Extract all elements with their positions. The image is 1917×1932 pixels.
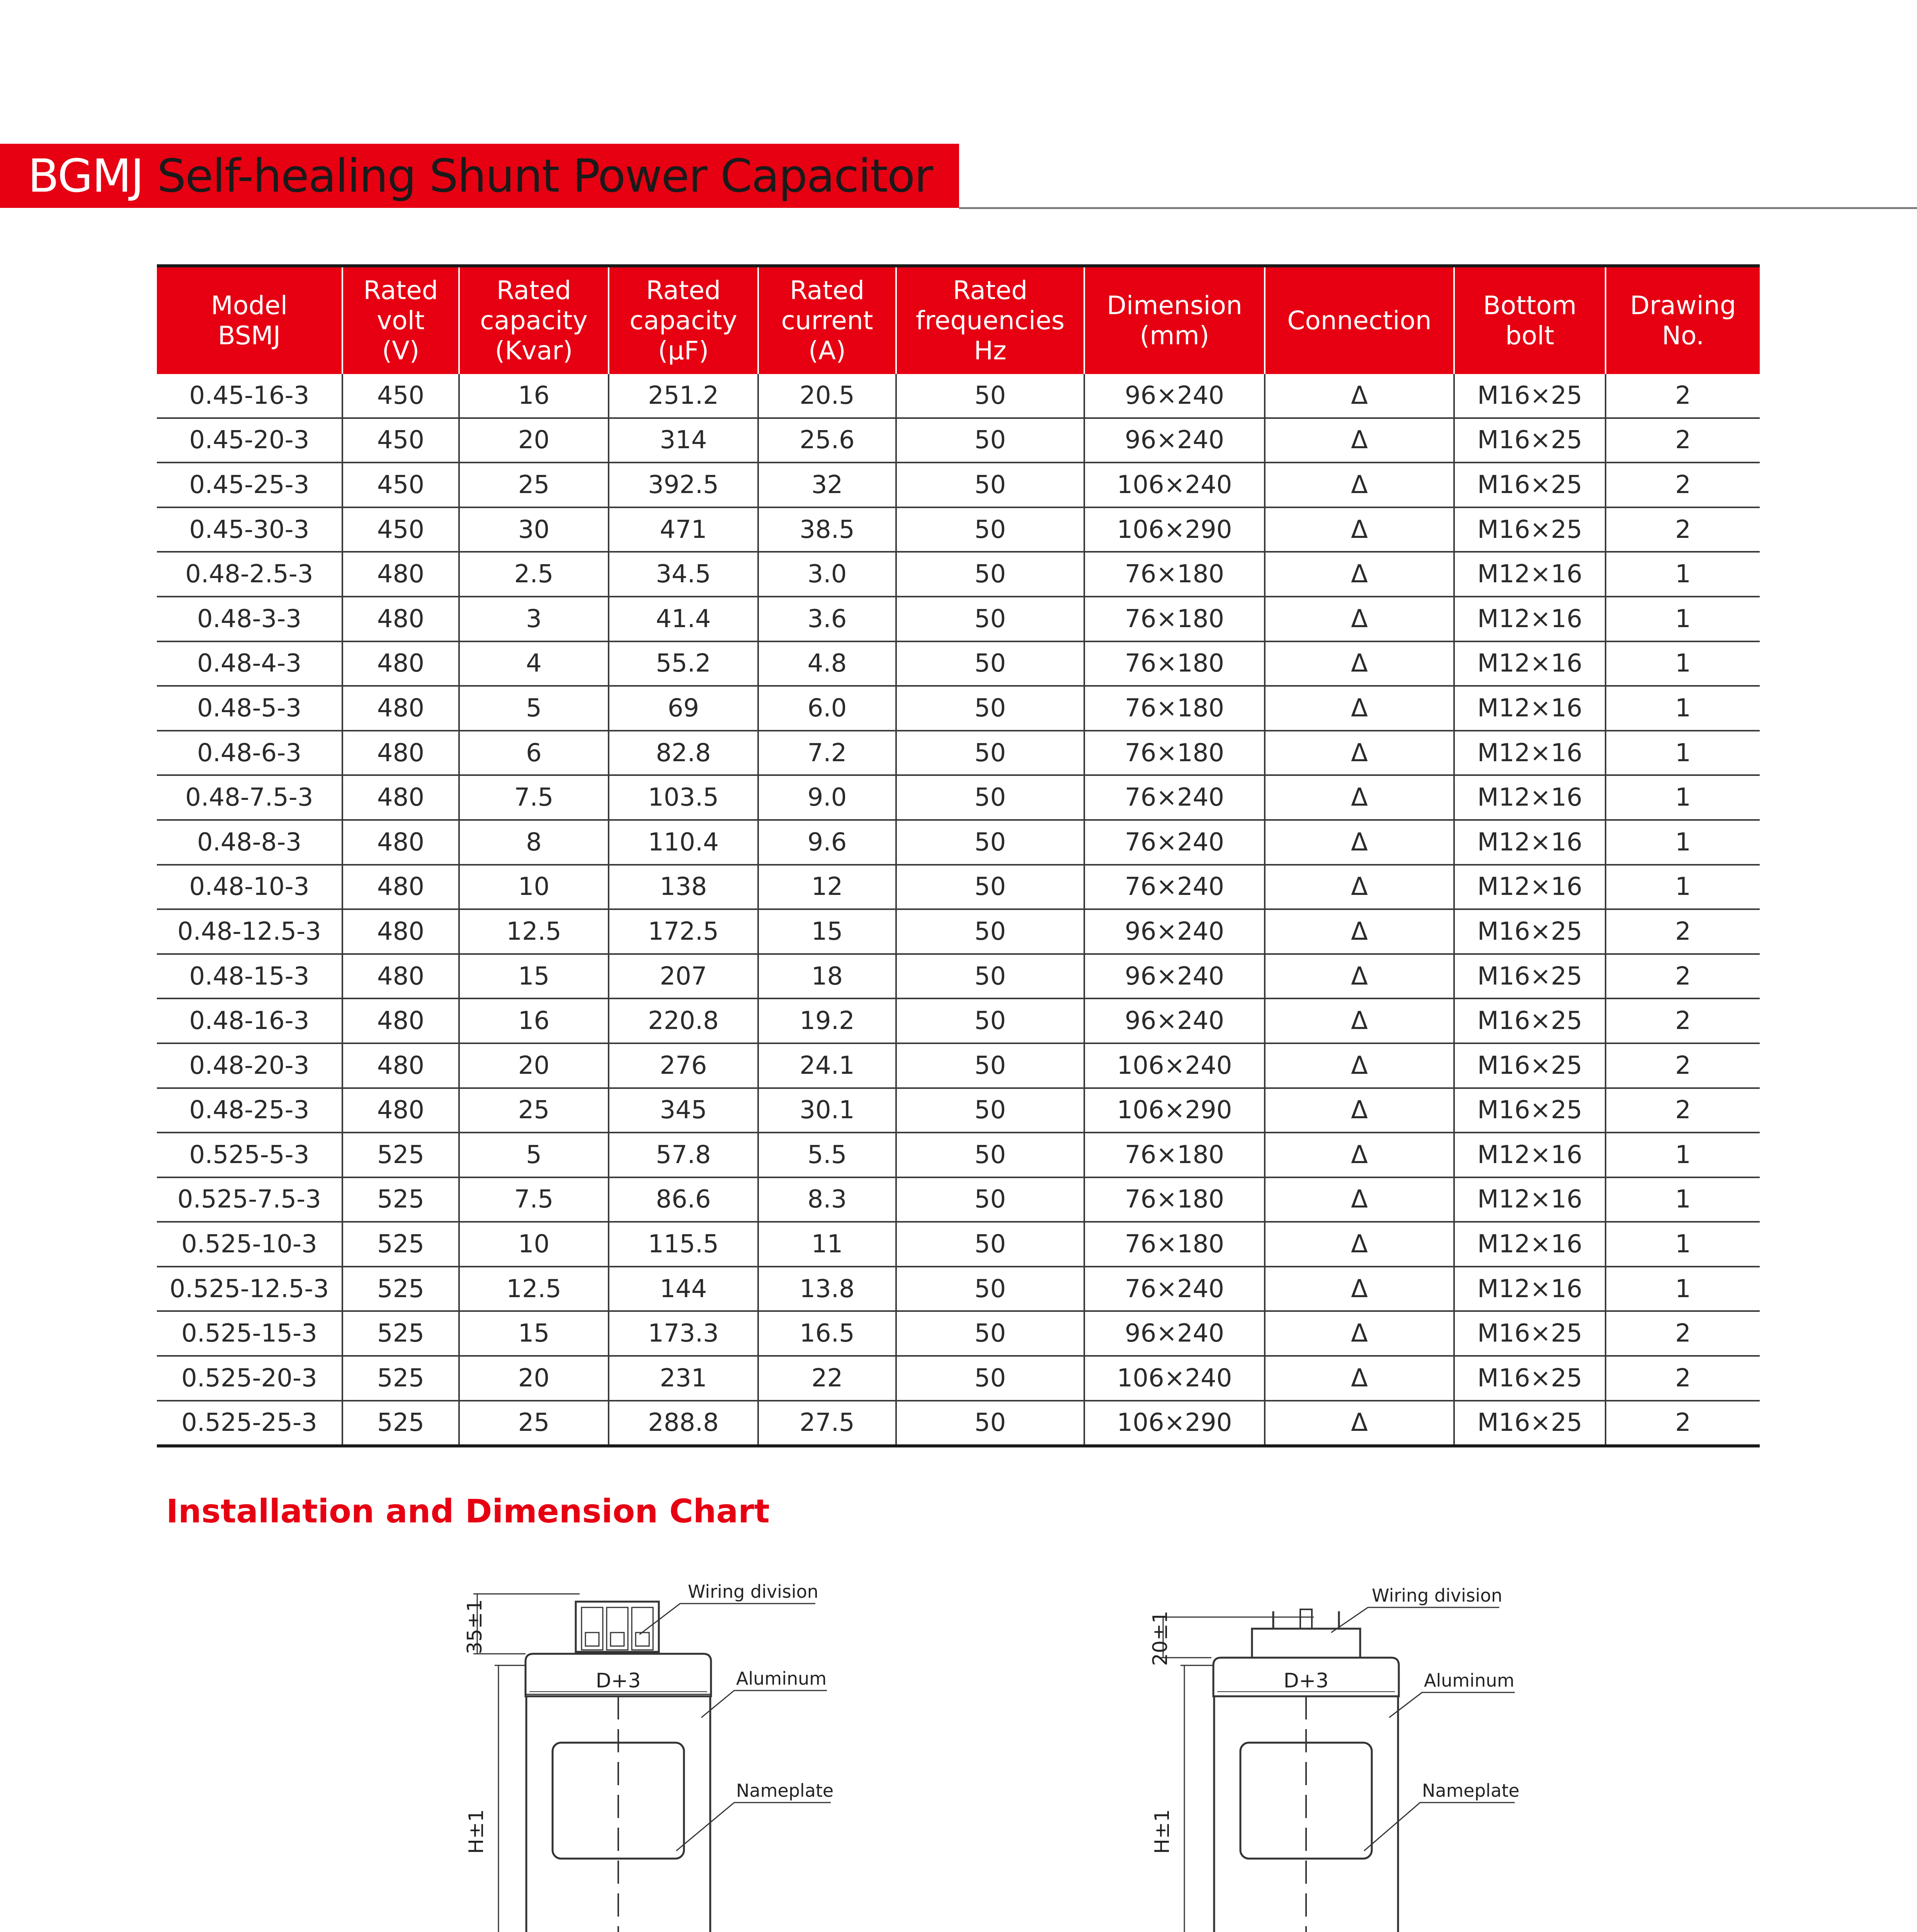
table-cell: M12×16 [1454, 731, 1606, 776]
table-cell: 0.48-3-3 [157, 597, 342, 641]
table-cell: 138 [609, 865, 758, 910]
table-cell: Δ [1265, 775, 1454, 820]
table-cell: M16×25 [1454, 1401, 1606, 1446]
table-cell: 1 [1606, 1267, 1760, 1311]
table-cell: 16.5 [758, 1311, 896, 1356]
table-cell: 2 [1606, 1311, 1760, 1356]
column-header: Bottom bolt [1454, 266, 1606, 374]
table-cell: 3 [459, 597, 609, 641]
table-cell: 12.5 [459, 1267, 609, 1311]
table-cell: 4 [459, 641, 609, 686]
table-cell: 38.5 [758, 507, 896, 552]
table-cell: 50 [896, 1088, 1084, 1133]
table-cell: Δ [1265, 597, 1454, 641]
figure-1-aluminum-label: Aluminum [736, 1668, 827, 1689]
table-cell: 76×180 [1084, 641, 1265, 686]
figure-2-height-label: H±1 [1151, 1809, 1174, 1854]
table-cell: 525 [342, 1177, 459, 1222]
table-cell: 57.8 [609, 1133, 758, 1177]
column-header: Drawing No. [1606, 266, 1760, 374]
column-header: Connection [1265, 266, 1454, 374]
table-cell: 22 [758, 1356, 896, 1401]
table-cell: 96×240 [1084, 998, 1265, 1043]
table-cell: 25 [459, 463, 609, 507]
table-cell: 8 [459, 820, 609, 865]
table-cell: 76×240 [1084, 865, 1265, 910]
table-cell: 2 [1606, 954, 1760, 999]
table-cell: Δ [1265, 1133, 1454, 1177]
table-cell: 480 [342, 641, 459, 686]
table-cell: 220.8 [609, 998, 758, 1043]
table-cell: 7.2 [758, 731, 896, 776]
table-cell: 50 [896, 418, 1084, 463]
table-cell: 0.45-20-3 [157, 418, 342, 463]
table-cell: 76×180 [1084, 731, 1265, 776]
table-cell: 480 [342, 820, 459, 865]
table-cell: 76×240 [1084, 1267, 1265, 1311]
table-cell: 0.48-15-3 [157, 954, 342, 999]
table-cell: 76×180 [1084, 552, 1265, 597]
table-cell: 392.5 [609, 463, 758, 507]
table-cell: 480 [342, 597, 459, 641]
table-cell: 15 [758, 909, 896, 954]
table-cell: 82.8 [609, 731, 758, 776]
table-cell: 106×290 [1084, 507, 1265, 552]
table-cell: 2 [1606, 998, 1760, 1043]
table-cell: 1 [1606, 1222, 1760, 1267]
table-cell: 50 [896, 686, 1084, 731]
table-cell: 50 [896, 1401, 1084, 1446]
table-cell: 69 [609, 686, 758, 731]
table-cell: M12×16 [1454, 1222, 1606, 1267]
table-cell: M12×16 [1454, 820, 1606, 865]
table-cell: 525 [342, 1267, 459, 1311]
table-cell: Δ [1265, 1311, 1454, 1356]
table-cell: 450 [342, 507, 459, 552]
table-cell: 11 [758, 1222, 896, 1267]
table-cell: 50 [896, 1043, 1084, 1088]
table-cell: 6.0 [758, 686, 896, 731]
table-cell: 12.5 [459, 909, 609, 954]
table-cell: 0.45-16-3 [157, 374, 342, 418]
table-cell: Δ [1265, 552, 1454, 597]
title-model-code: BGMJ [28, 149, 143, 202]
table-cell: 471 [609, 507, 758, 552]
table-cell: 144 [609, 1267, 758, 1311]
table-cell: M16×25 [1454, 954, 1606, 999]
table-cell: M12×16 [1454, 597, 1606, 641]
table-cell: 525 [342, 1133, 459, 1177]
table-cell: M16×25 [1454, 998, 1606, 1043]
figure-1-width-top-label: D+3 [595, 1669, 641, 1692]
title-text: Self-healing Shunt Power Capacitor [143, 149, 932, 202]
table-cell: 480 [342, 909, 459, 954]
table-cell: 172.5 [609, 909, 758, 954]
table-cell: 1 [1606, 775, 1760, 820]
table-cell: 2 [1606, 418, 1760, 463]
table-cell: 50 [896, 597, 1084, 641]
table-cell: 50 [896, 552, 1084, 597]
table-cell: 96×240 [1084, 1311, 1265, 1356]
table-cell: 231 [609, 1356, 758, 1401]
table-cell: 106×240 [1084, 1043, 1265, 1088]
table-cell: 0.48-25-3 [157, 1088, 342, 1133]
figure-2-side-view [1149, 1585, 1556, 1932]
table-cell: 1 [1606, 731, 1760, 776]
table-cell: 2 [1606, 507, 1760, 552]
table-cell: 0.48-16-3 [157, 998, 342, 1043]
table-cell: 24.1 [758, 1043, 896, 1088]
table-cell: 50 [896, 1222, 1084, 1267]
table-cell: 1 [1606, 1177, 1760, 1222]
table-cell: 525 [342, 1222, 459, 1267]
table-cell: 0.48-20-3 [157, 1043, 342, 1088]
table-cell: 5 [459, 686, 609, 731]
table-cell: 18 [758, 954, 896, 999]
table-cell: 96×240 [1084, 374, 1265, 418]
column-header: Dimension (mm) [1084, 266, 1265, 374]
table-cell: 96×240 [1084, 954, 1265, 999]
table-cell: 30.1 [758, 1088, 896, 1133]
table-cell: 8.3 [758, 1177, 896, 1222]
table-cell: 525 [342, 1401, 459, 1446]
table-cell: 5.5 [758, 1133, 896, 1177]
table-cell: 0.525-25-3 [157, 1401, 342, 1446]
table-cell: 9.6 [758, 820, 896, 865]
table-cell: 13.8 [758, 1267, 896, 1311]
table-cell: 16 [459, 374, 609, 418]
table-cell: Δ [1265, 820, 1454, 865]
figure-2 [1070, 1585, 1556, 1932]
table-cell: 76×240 [1084, 820, 1265, 865]
table-cell: 20 [459, 1043, 609, 1088]
table-cell: M12×16 [1454, 1133, 1606, 1177]
table-cell: 2 [1606, 1356, 1760, 1401]
table-cell: Δ [1265, 641, 1454, 686]
table-cell: 2 [1606, 463, 1760, 507]
table-cell: 0.48-7.5-3 [157, 775, 342, 820]
table-cell: 1 [1606, 820, 1760, 865]
figure-1-nameplate-label: Nameplate [736, 1780, 834, 1801]
table-cell: 50 [896, 1133, 1084, 1177]
table-cell: 20.5 [758, 374, 896, 418]
table-cell: 0.525-20-3 [157, 1356, 342, 1401]
table-cell: 0.48-10-3 [157, 865, 342, 910]
table-cell: 450 [342, 418, 459, 463]
table-cell: 480 [342, 731, 459, 776]
table-cell: 50 [896, 909, 1084, 954]
table-cell: 4.8 [758, 641, 896, 686]
table-cell: 345 [609, 1088, 758, 1133]
table-cell: 2 [1606, 1401, 1760, 1446]
table-cell: Δ [1265, 731, 1454, 776]
table-cell: 15 [459, 954, 609, 999]
table-cell: 50 [896, 463, 1084, 507]
table-cell: 103.5 [609, 775, 758, 820]
table-cell: M16×25 [1454, 1088, 1606, 1133]
table-cell: 1 [1606, 686, 1760, 731]
table-cell: M12×16 [1454, 1267, 1606, 1311]
table-cell: 50 [896, 507, 1084, 552]
table-cell: M12×16 [1454, 775, 1606, 820]
table-cell: 16 [459, 998, 609, 1043]
figure-1 [394, 1581, 869, 1932]
table-cell: 86.6 [609, 1177, 758, 1222]
table-cell: Δ [1265, 1177, 1454, 1222]
table-cell: 76×180 [1084, 597, 1265, 641]
table-cell: M16×25 [1454, 909, 1606, 954]
table-cell: 32 [758, 463, 896, 507]
table-cell: 480 [342, 686, 459, 731]
table-cell: Δ [1265, 374, 1454, 418]
column-header: Rated volt (V) [342, 266, 459, 374]
table-cell: 20 [459, 418, 609, 463]
table-cell: 2.5 [459, 552, 609, 597]
table-cell: Δ [1265, 909, 1454, 954]
figure-1-wiring-division-label: Wiring division [688, 1581, 818, 1602]
table-cell: 1 [1606, 865, 1760, 910]
table-cell: 50 [896, 1311, 1084, 1356]
column-header: Rated capacity (μF) [609, 266, 758, 374]
table-cell: M12×16 [1454, 686, 1606, 731]
table-cell: 55.2 [609, 641, 758, 686]
table-cell: 41.4 [609, 597, 758, 641]
table-cell: 314 [609, 418, 758, 463]
table-cell: 6 [459, 731, 609, 776]
table-cell: 106×240 [1084, 1356, 1265, 1401]
table-cell: 450 [342, 374, 459, 418]
table-cell: 106×290 [1084, 1088, 1265, 1133]
table-cell: Δ [1265, 1088, 1454, 1133]
table-cell: 525 [342, 1311, 459, 1356]
table-cell: M16×25 [1454, 374, 1606, 418]
table-cell: 0.48-8-3 [157, 820, 342, 865]
table-cell: 10 [459, 1222, 609, 1267]
table-cell: 15 [459, 1311, 609, 1356]
table-cell: Δ [1265, 463, 1454, 507]
table-cell: 0.525-7.5-3 [157, 1177, 342, 1222]
figure-1-height-label: H±1 [465, 1809, 488, 1854]
table-cell: Δ [1265, 507, 1454, 552]
table-cell: 96×240 [1084, 909, 1265, 954]
table-cell: 76×180 [1084, 686, 1265, 731]
table-cell: Δ [1265, 1356, 1454, 1401]
figure-2-width-top-label: D+3 [1283, 1669, 1329, 1692]
table-cell: 1 [1606, 641, 1760, 686]
table-cell: 25 [459, 1088, 609, 1133]
table-cell: 12 [758, 865, 896, 910]
table-cell: Δ [1265, 954, 1454, 999]
table-cell: 19.2 [758, 998, 896, 1043]
table-cell: 450 [342, 463, 459, 507]
table-cell: 480 [342, 552, 459, 597]
table-cell: 34.5 [609, 552, 758, 597]
table-cell: 50 [896, 820, 1084, 865]
table-cell: 2 [1606, 374, 1760, 418]
table-cell: Δ [1265, 1401, 1454, 1446]
table-cell: 288.8 [609, 1401, 758, 1446]
column-header: Rated capacity (Kvar) [459, 266, 609, 374]
figure-2-nameplate-label: Nameplate [1422, 1780, 1520, 1801]
table-cell: 76×180 [1084, 1177, 1265, 1222]
table-cell: 7.5 [459, 1177, 609, 1222]
table-cell: 50 [896, 998, 1084, 1043]
table-cell: M16×25 [1454, 1311, 1606, 1356]
table-cell: 480 [342, 998, 459, 1043]
column-header: Rated current (A) [758, 266, 896, 374]
table-cell: Δ [1265, 1267, 1454, 1311]
table-cell: 50 [896, 374, 1084, 418]
table-cell: 25.6 [758, 418, 896, 463]
table-cell: 3.0 [758, 552, 896, 597]
table-cell: Δ [1265, 686, 1454, 731]
figure-2-top-height-label: 20±1 [1149, 1611, 1172, 1666]
table-cell: Δ [1265, 1222, 1454, 1267]
table-cell: 50 [896, 1267, 1084, 1311]
column-header: Rated frequencies Hz [896, 266, 1084, 374]
table-cell: 1 [1606, 552, 1760, 597]
table-cell: 0.48-6-3 [157, 731, 342, 776]
table-cell: 50 [896, 731, 1084, 776]
table-cell: 76×240 [1084, 775, 1265, 820]
table-cell: 2 [1606, 1088, 1760, 1133]
figure-2-aluminum-label: Aluminum [1424, 1670, 1515, 1691]
table-cell: 96×240 [1084, 418, 1265, 463]
table-cell: 0.525-15-3 [157, 1311, 342, 1356]
table-cell: 2 [1606, 909, 1760, 954]
table-cell: 207 [609, 954, 758, 999]
table-cell: 0.48-2.5-3 [157, 552, 342, 597]
section-heading: Installation and Dimension Chart [166, 1492, 770, 1530]
table-cell: 50 [896, 1356, 1084, 1401]
table-cell: M12×16 [1454, 1177, 1606, 1222]
table-cell: 50 [896, 954, 1084, 999]
table-cell: M12×16 [1454, 552, 1606, 597]
table-cell: 25 [459, 1401, 609, 1446]
table-cell: 1 [1606, 597, 1760, 641]
table-cell: 106×240 [1084, 463, 1265, 507]
table-cell: M16×25 [1454, 463, 1606, 507]
table-cell: 50 [896, 641, 1084, 686]
table-cell: 5 [459, 1133, 609, 1177]
table-cell: 50 [896, 775, 1084, 820]
table-cell: M16×25 [1454, 507, 1606, 552]
table-cell: 276 [609, 1043, 758, 1088]
table-cell: 0.525-5-3 [157, 1133, 342, 1177]
table-cell: 30 [459, 507, 609, 552]
table-cell: 20 [459, 1356, 609, 1401]
table-cell: Δ [1265, 998, 1454, 1043]
table-cell: 0.48-12.5-3 [157, 909, 342, 954]
table-cell: 7.5 [459, 775, 609, 820]
table-cell: 480 [342, 1088, 459, 1133]
table-cell: M16×25 [1454, 418, 1606, 463]
table-cell: 9.0 [758, 775, 896, 820]
table-cell: Δ [1265, 418, 1454, 463]
table-cell: 1 [1606, 1133, 1760, 1177]
table-cell: 10 [459, 865, 609, 910]
table-cell: M16×25 [1454, 1356, 1606, 1401]
table-cell: 115.5 [609, 1222, 758, 1267]
table-cell: M12×16 [1454, 865, 1606, 910]
table-cell: M16×25 [1454, 1043, 1606, 1088]
table-cell: 3.6 [758, 597, 896, 641]
table-cell: 0.45-25-3 [157, 463, 342, 507]
table-cell: 2 [1606, 1043, 1760, 1088]
table-cell: 525 [342, 1356, 459, 1401]
table-cell: Δ [1265, 1043, 1454, 1088]
figure-1-top-height-label: 35±1 [463, 1599, 486, 1655]
table-cell: 251.2 [609, 374, 758, 418]
table-cell: 480 [342, 954, 459, 999]
table-cell: 27.5 [758, 1401, 896, 1446]
table-cell: 106×290 [1084, 1401, 1265, 1446]
table-cell: 480 [342, 865, 459, 910]
table-cell: 0.525-10-3 [157, 1222, 342, 1267]
figure-2-wiring-division-label: Wiring division [1372, 1585, 1502, 1606]
table-cell: 0.48-5-3 [157, 686, 342, 731]
table-cell: 76×180 [1084, 1133, 1265, 1177]
table-cell: 76×180 [1084, 1222, 1265, 1267]
table-cell: 480 [342, 775, 459, 820]
figure-1-side-view [463, 1581, 869, 1932]
table-cell: 50 [896, 1177, 1084, 1222]
table-cell: 0.48-4-3 [157, 641, 342, 686]
table-cell: M12×16 [1454, 641, 1606, 686]
table-cell: 173.3 [609, 1311, 758, 1356]
table-cell: 50 [896, 865, 1084, 910]
table-cell: 0.525-12.5-3 [157, 1267, 342, 1311]
column-header: Model BSMJ [157, 266, 342, 374]
table-cell: 110.4 [609, 820, 758, 865]
table-cell: 480 [342, 1043, 459, 1088]
table-cell: 0.45-30-3 [157, 507, 342, 552]
table-cell: Δ [1265, 865, 1454, 910]
